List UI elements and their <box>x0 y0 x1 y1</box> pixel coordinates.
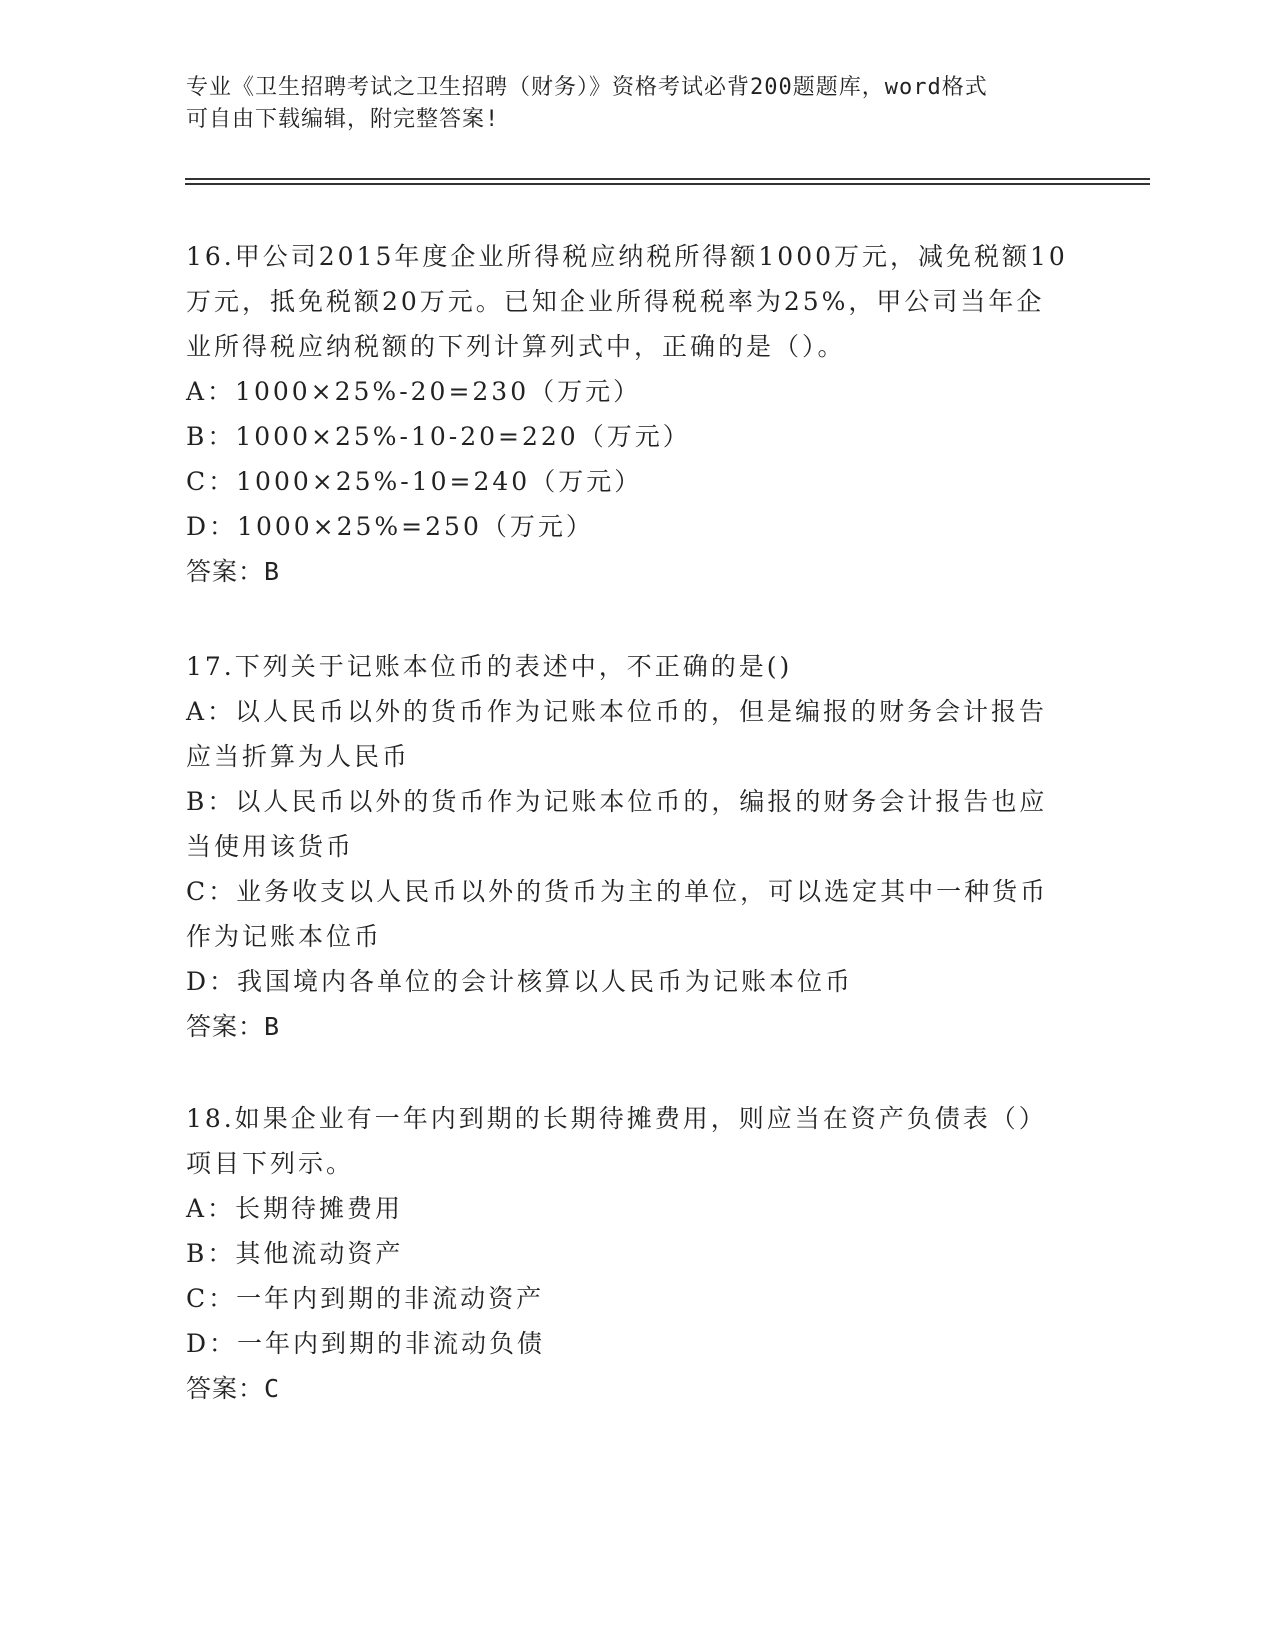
answer-text: 答案：C <box>186 1374 281 1403</box>
question-17 <box>186 644 1086 1049</box>
option-d: D：1000×25%=250（万元） <box>186 512 594 541</box>
question-stem-line: 项目下列示。 <box>186 1149 355 1178</box>
option-a: A：长期待摊费用 <box>186 1194 404 1223</box>
option-c: C：业务收支以人民币以外的货币为主的单位，可以选定其中一种货币 <box>186 877 1049 906</box>
question-stem-line: 万元，抵免税额20万元。已知企业所得税税率为25%，甲公司当年企 <box>186 287 1045 316</box>
option-d: D：一年内到期的非流动负债 <box>186 1329 546 1358</box>
option-a: A：1000×25%-20=230（万元） <box>186 377 642 406</box>
question-stem-line: 17.下列关于记账本位币的表述中，不正确的是() <box>186 652 793 681</box>
header-divider-top <box>185 178 1150 180</box>
question-stem-line: 18.如果企业有一年内到期的长期待摊费用，则应当在资产负债表（） <box>186 1104 1047 1133</box>
option-b: B：以人民币以外的货币作为记账本位币的，编报的财务会计报告也应 <box>186 787 1048 816</box>
header-line-2: 可自由下载编辑，附完整答案! <box>186 107 500 132</box>
document-header <box>186 72 1066 136</box>
option-a: A：以人民币以外的货币作为记账本位币的，但是编报的财务会计报告 <box>186 697 1048 726</box>
option-b: B：1000×25%-10-20=220（万元） <box>186 422 691 451</box>
answer-text: 答案：B <box>186 557 281 586</box>
option-c-continued: 作为记账本位币 <box>186 922 383 951</box>
option-a-continued: 应当折算为人民币 <box>186 742 411 771</box>
option-c: C：1000×25%-10=240（万元） <box>186 467 643 496</box>
question-16 <box>186 234 1086 594</box>
answer-text: 答案：B <box>186 1012 281 1041</box>
option-c: C：一年内到期的非流动资产 <box>186 1284 545 1313</box>
question-stem-line: 16.甲公司2015年度企业所得税应纳税所得额1000万元，减免税额10 <box>186 242 1068 271</box>
header-line-1: 专业《卫生招聘考试之卫生招聘（财务）》资格考试必背200题题库，word格式 <box>186 75 988 100</box>
option-b: B：其他流动资产 <box>186 1239 404 1268</box>
option-d: D：我国境内各单位的会计核算以人民币为记账本位币 <box>186 967 854 996</box>
option-b-continued: 当使用该货币 <box>186 832 355 861</box>
question-stem-line: 业所得税应纳税额的下列计算列式中，正确的是（）。 <box>186 332 846 361</box>
question-18 <box>186 1096 1086 1411</box>
header-divider-bottom <box>185 183 1150 185</box>
